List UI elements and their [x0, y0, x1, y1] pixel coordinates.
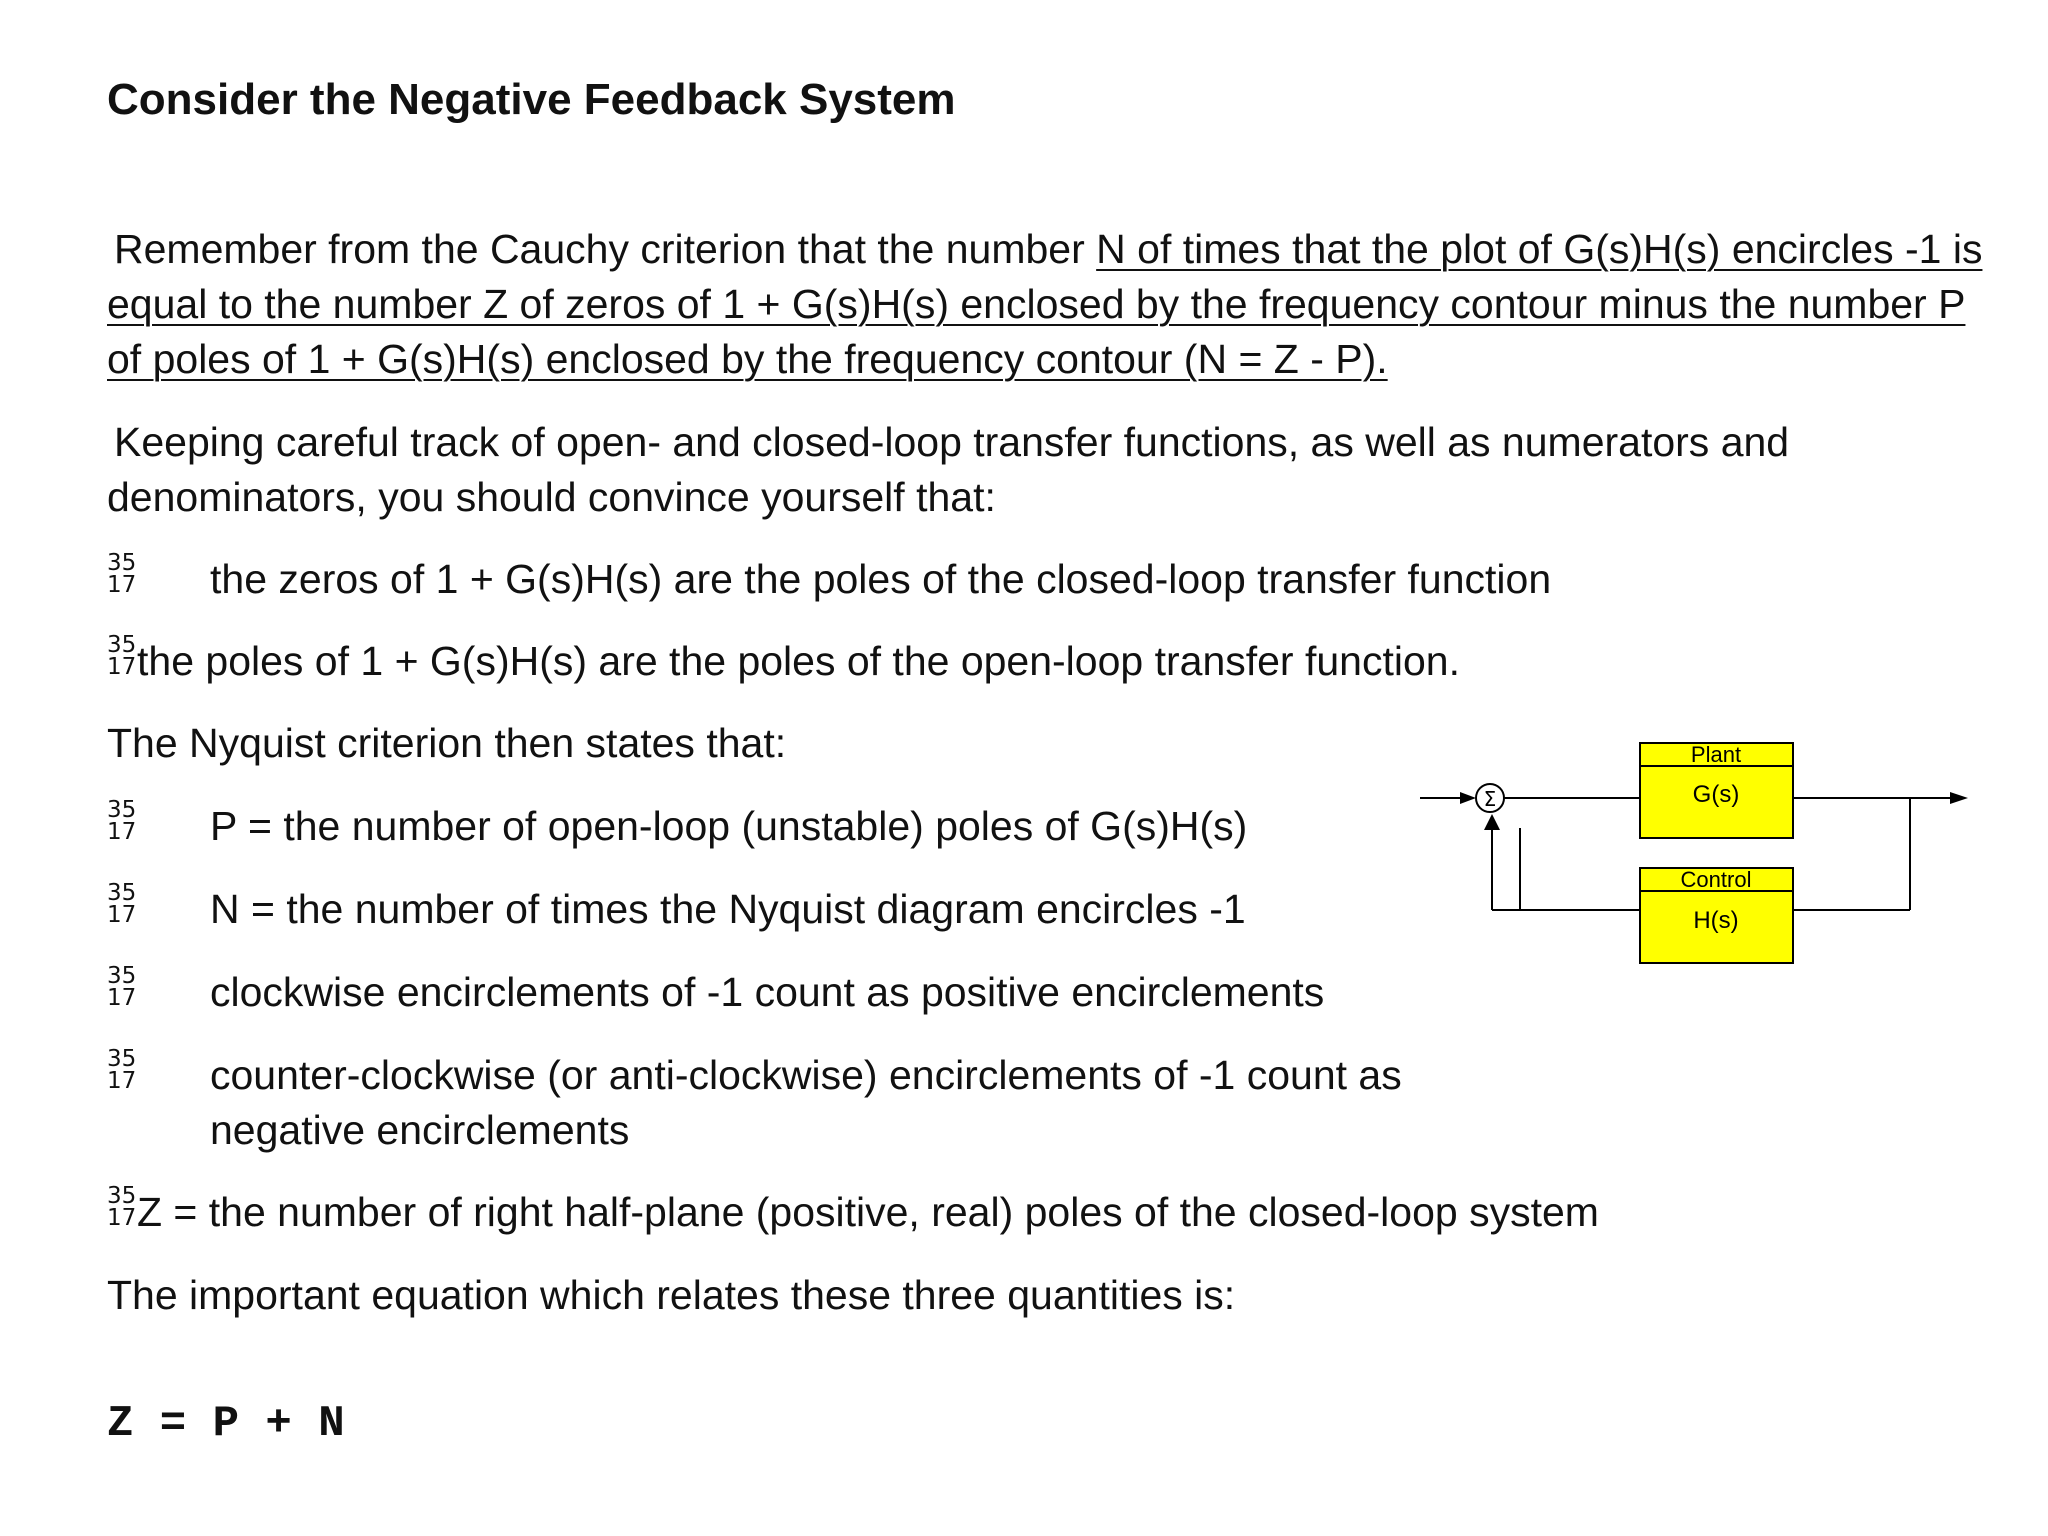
bullet-text: P = the number of open-loop (unstable) poles of G(s)H(s) — [210, 803, 1248, 849]
keeping-line-1: Keeping careful track of open- and closed-loop transfer functions, as well as numerators and — [114, 419, 1790, 465]
bullet-glyph — [107, 634, 141, 678]
equation: Z = P + N — [107, 1399, 345, 1449]
bullet-glyph — [107, 799, 141, 843]
control-tf: H(s) — [1693, 907, 1739, 934]
bullet-glyph — [107, 965, 141, 1009]
cauchy-lead: Remember from the Cauchy criterion that the number — [114, 226, 1097, 272]
bullet-text: the poles of 1 + G(s)H(s) are the poles of the open-loop transfer function. — [137, 638, 1460, 684]
sigma-symbol: Σ — [1483, 787, 1497, 811]
bullet-glyph-bottom: 17 — [107, 985, 137, 1011]
bullet-glyph — [107, 552, 141, 596]
keeping-line-2: denominators, you should convince yourself that: — [107, 474, 996, 520]
feedback-arrowhead — [1484, 814, 1500, 830]
bullet-text-line-1: counter-clockwise (or anti-clockwise) encirclements of -1 count as — [210, 1052, 1402, 1098]
bullet-glyph-bottom: 17 — [107, 1205, 137, 1231]
bullet-text: Z = the number of right half-plane (positive, real) poles of the closed-loop system — [137, 1189, 1599, 1235]
bullet-glyph — [107, 1185, 141, 1229]
bullet-glyph-top: 35 — [107, 963, 137, 989]
bullet-glyph — [107, 1048, 141, 1092]
equation-intro: The important equation which relates these three quantities is: — [107, 1272, 1236, 1318]
bullet-glyph-top: 35 — [107, 880, 137, 906]
cauchy-line-3: of poles of 1 + G(s)H(s) enclosed by the frequency contour (N = Z - P). — [107, 336, 1388, 382]
bullet-glyph-top: 35 — [107, 550, 137, 576]
cauchy-line-1 — [107, 222, 1982, 277]
bullet-glyph-bottom: 17 — [107, 1068, 137, 1094]
plant-tf: G(s) — [1692, 781, 1740, 808]
nyquist-intro: The Nyquist criterion then states that: — [107, 720, 787, 766]
bullet-text: N = the number of times the Nyquist diagram encircles -1 — [210, 886, 1246, 932]
bullet-text — [210, 1048, 1402, 1158]
bullet-glyph-top: 35 — [107, 1183, 137, 1209]
bullet-glyph-bottom: 17 — [107, 654, 137, 680]
bullet-glyph-top: 35 — [107, 632, 137, 658]
feedback-block-diagram — [1420, 738, 1980, 968]
bullet-glyph-top: 35 — [107, 1046, 137, 1072]
bullet-glyph-bottom: 17 — [107, 819, 137, 845]
output-arrowhead — [1950, 792, 1968, 804]
plant-label: Plant — [1690, 742, 1742, 767]
bullet-text: the zeros of 1 + G(s)H(s) are the poles of the closed-loop transfer function — [210, 556, 1552, 602]
control-label: Control — [1680, 867, 1752, 892]
bullet-text-line-2: negative encirclements — [210, 1107, 630, 1153]
cauchy-line-2: equal to the number Z of zeros of 1 + G(s)H(s) enclosed by the frequency contour minus the number P — [107, 281, 1966, 327]
cauchy-paragraph — [107, 222, 1982, 387]
bullet-glyph-bottom: 17 — [107, 572, 137, 598]
bullet-glyph-top: 35 — [107, 797, 137, 823]
input-arrowhead — [1460, 792, 1476, 804]
bullet-glyph-bottom: 17 — [107, 902, 137, 928]
page-title: Consider the Negative Feedback System — [107, 75, 956, 124]
bullet-glyph — [107, 882, 141, 926]
cauchy-underlined-1: N of times that the plot of G(s)H(s) encircles -1 is — [1096, 226, 1983, 272]
bullet-text: clockwise encirclements of -1 count as positive encirclements — [210, 969, 1325, 1015]
keeping-paragraph — [107, 415, 1789, 525]
